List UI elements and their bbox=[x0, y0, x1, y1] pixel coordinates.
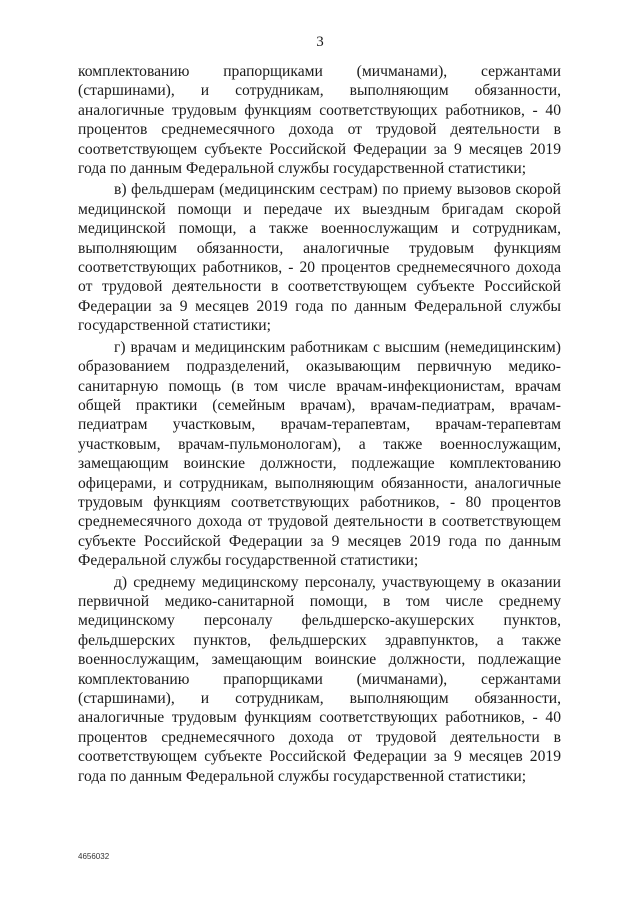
paragraph-continuation: комплектованию прапорщиками (мичманами), сержантами (старшинами), и сотрудникам, выполняющим обязанности, аналогичные трудовым функциям соответствующих работников, - 40 процентов среднемесячного дохода от трудовой деятельности в соответствующем субъекте Российской Федерации за 9 месяцев 2019 года по данным Федеральной службы государственной статистики; bbox=[78, 63, 561, 178]
paragraph-item-g: г) врачам и медицинским работникам с высшим (немедицинским) образованием подразделений, оказывающим первичную медико-санитарную помощь (в том числе врачам-инфекционистам, врачам общей практики (семейным врачам), врачам-педиатрам, врачам-педиатрам участковым, врачам-терапевтам, врачам-терапевтам участковым, врачам-пульмонологам), а также военнослужащим, замещающим воинские должности, подлежащие комплектованию офицерами, и сотрудникам, выполняющим обязанности, аналогичные трудовым функциям соответствующих работников, - 80 процентов среднемесячного дохода от трудовой деятельности в соответствующем субъекте Российской Федерации за 9 месяцев 2019 года по данным Федеральной службы государственной статистики; bbox=[78, 338, 561, 570]
paragraph-item-v: в) фельдшерам (медицинским сестрам) по приему вызовов скорой медицинской помощи и передаче их выездным бригадам скорой медицинской помощи, а также военнослужащим и сотрудникам, выполняющим обязанности, аналогичные трудовым функциям соответствующих работников, - 20 процентов среднемесячного дохода от трудовой деятельности в соответствующем субъекте Российской Федерации за 9 месяцев 2019 года по данным Федеральной службы государственной статистики; bbox=[78, 181, 561, 335]
document-body bbox=[78, 62, 561, 786]
paragraph-item-d: д) среднему медицинскому персоналу, участвующему в оказании первичной медико-санитарной помощи, в том числе среднему медицинскому персоналу фельдшерско-акушерских пунктов, фельдшерских пунктов, фельдшерских здравпунктов, а также военнослужащим, замещающим воинские должности, подлежащие комплектованию прапорщиками (мичманами), сержантами (старшинами), и сотрудникам, выполняющим обязанности, аналогичные трудовым функциям соответствующих работников, - 40 процентов среднемесячного дохода от трудовой деятельности в соответствующем субъекте Российской Федерации за 9 месяцев 2019 года по данным Федеральной службы государственной статистики; bbox=[78, 573, 561, 785]
page-number: 3 bbox=[316, 34, 324, 50]
document-code: 4656032 bbox=[78, 852, 110, 861]
